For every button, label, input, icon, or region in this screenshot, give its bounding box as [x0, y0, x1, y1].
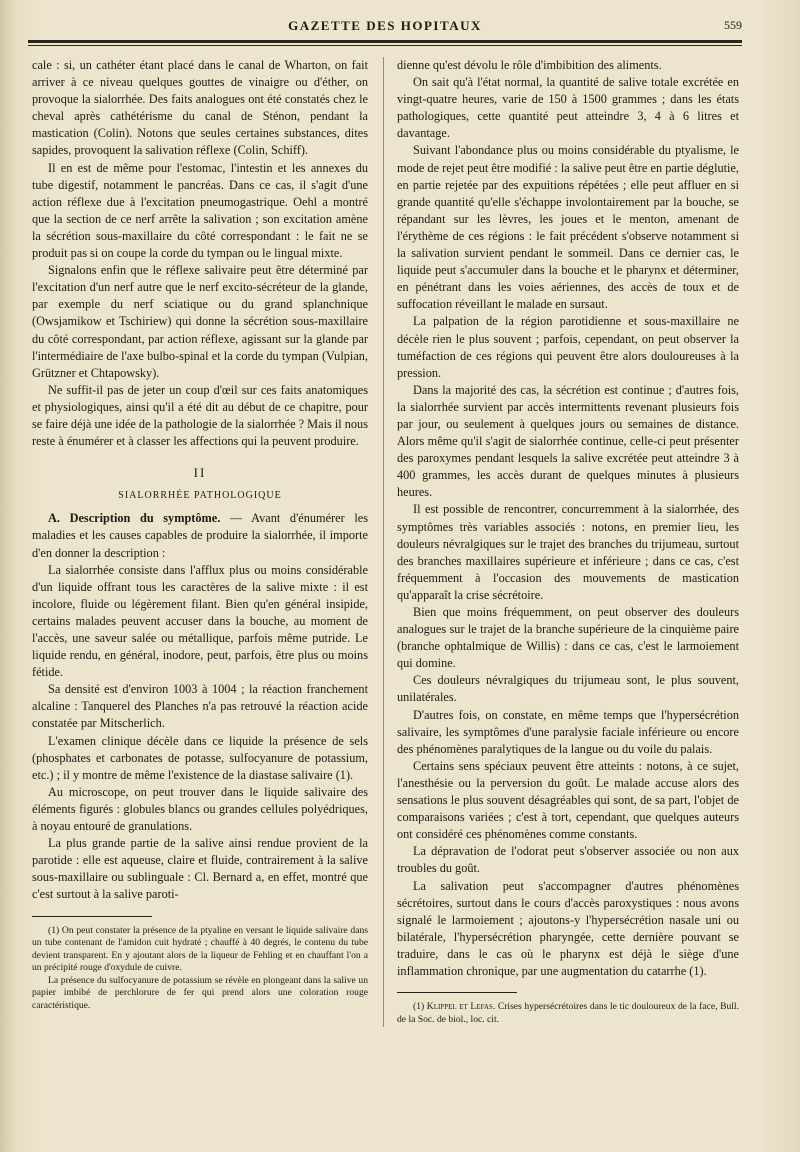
- paragraph: La salivation peut s'accompagner d'autres phénomènes sécrétoires, surtout dans le cours d'accès paroxystiques : nous avons signalé le larmoiement ; ajoutons-y l'hypersécrétion nasale uni ou bilatérale, l'hypersécrétion pharyngée, cette dernière pouvant se traduire, dans le cas où le pharynx est déjà le siège d'une inflammation chronique, par une augmentation du catarrhe (1).: [397, 878, 739, 978]
- column-divider: [383, 57, 384, 1027]
- paragraph: Certains sens spéciaux peuvent être atteints : notons, à ce sujet, l'anesthésie ou la perversion du goût. Le malade accuse alors des sensations le plus souvent désagréables qui sont, de sa part, l'objet de comparaisons variées ; c'est à tort, cependant, que quelques auteurs ont considéré ces phénomènes comme constants.: [397, 758, 739, 842]
- paragraph: dienne qu'est dévolu le rôle d'imbibition des aliments.: [397, 58, 662, 72]
- paragraph: La sialorrhée consiste dans l'afflux plus ou moins considérable d'un liquide offrant tous les caractères de la salive mixte : il est incolore, fluide ou légèrement filant. Bien qu'en général insipide, certains malades peuvent accuser dans la bouche, au moment de l'accès, une saveur salée ou métallique, parfois même putride. Le liquide rendu, en général, inodore, peut, parfois, être plus ou moins fétide.: [32, 562, 368, 680]
- paragraph: Ces douleurs névralgiques du trijumeau sont, le plus souvent, unilatérales.: [397, 673, 739, 705]
- paragraph: Dans la majorité des cas, la sécrétion est continue ; d'autres fois, la sialorrhée survient par accès intermittents revenant plusieurs fois par jour, ou seulement à quelques jours ou semaines de distance. Alors même qu'il s'agit de sialorrhée continue, celle-ci peut présenter des paroxymes pendant lesquels la salive excrétée peut atteindre 3 à 400 grammes, les accès durant de quelques minutes à plusieurs heures.: [397, 382, 739, 500]
- paragraph: Suivant l'abondance plus ou moins considérable du ptyalisme, le mode de rejet peut être modifié : la salive peut être en partie déglutie, en partie rejetée par des expuitions répétées ; elle peut affluer en si grande quantité qu'elle s'échappe involontairement par la bouche, se répandant sur les lèvres, les joues et le menton, amenant de l'érythème de ces régions : le fait précédent s'observe notamment si la salivation survient pendant le sommeil. Dans ce dernier cas, le liquide peut s'accumuler dans la bouche et le pharynx et déterminer, en pénétrant dans les voies aériennes, des accès de toux et de suffocation réveillant le malade en sursaut.: [397, 143, 739, 312]
- footnote: [397, 1001, 739, 1026]
- paragraph: Signalons enfin que le réflexe salivaire peut être déterminé par l'excitation d'un nerf autre que le nerf excito-sécréteur de la glande, par exemple du nerf sciatique ou du grand splanchnique (Owsjamikow et Tschiriew) qui donne la sécrétion sous-maxillaire du côté correspondant, par action réflexe, agissant sur la glande par l'intermédiaire de l'axe bulbo-spinal et la corde du tympan (Vulpian, Grützner et Chtapowsky).: [32, 263, 368, 380]
- paragraph: Il est possible de rencontrer, concurremment à la sialorrhée, des symptômes très variables associés : notons, en premier lieu, les douleurs névralgiques sur le trajet des branches du trijumeau, surtout des branches maxillaires supérieure et inférieure ; dans ce cas, c'est fréquemment à l'occasion des mouvements de mastication qu'apparaît la crise sécrétoire.: [397, 502, 739, 602]
- paragraph-text: — Avant d'énumérer les maladies et les causes capables de produire la sialorrhée, il importe d'en donner la description :: [32, 511, 368, 560]
- paragraph: La plus grande partie de la salive ainsi rendue provient de la parotide : elle est aqueuse, claire et fluide, contrairement à la salive sous-maxillaire ou sublinguale : Cl. Bernard a, en effet, montré que c'est surtout à la salive paroti-: [32, 836, 368, 902]
- footnote-rule: [397, 992, 517, 993]
- page-header: [28, 14, 742, 40]
- paragraph: Au microscope, on peut trouver dans le liquide salivaire des éléments figurés : globules blancs ou grandes cellules polyédriques, à noyau entouré de granulations.: [32, 784, 368, 834]
- paragraph: Bien que moins fréquemment, on peut observer des douleurs analogues sur le trajet de la branche supérieure de la cinquième paire (branche ophtalmique de Willis) : dans ce cas, c'est le larmoiement qui domine.: [397, 605, 739, 671]
- paragraph: D'autres fois, on constate, en même temps que l'hypersécrétion salivaire, les symptômes d'une paralysie faciale inférieure ou encore des phénomènes paralytiques de la langue ou du voile du palais.: [397, 707, 739, 756]
- section-number: II: [193, 465, 207, 481]
- paragraph: [32, 510, 368, 561]
- paragraph: L'examen clinique décèle dans ce liquide la présence de sels (phosphates et carbonates de potasse, sulfocyanure de potassium, etc.) ; il y montre de même l'existence de la diastase salivaire (1).: [32, 733, 368, 782]
- paragraph: La palpation de la région parotidienne et sous-maxillaire ne décèle rien le plus souvent ; parfois, cependant, on peut observer la tuméfaction de ces régions qui peuvent être alors douloureuses à la pression.: [397, 314, 739, 380]
- run-in-heading: A. Description du symptôme.: [48, 511, 221, 526]
- paragraph: La dépravation de l'odorat peut s'observer associée ou non aux troubles du goût.: [397, 844, 739, 876]
- footnote-authors: (1) Klippel et Lefas.: [413, 1001, 496, 1013]
- footnote: La présence du sulfocyanure de potassium se révèle en plongeant dans la salive un papier imbibé de perchlorure de fer qui prend alors une coloration rouge caractéristique.: [32, 974, 368, 1012]
- paragraph: Sa densité est d'environ 1003 à 1004 ; la réaction franchement alcaline : Tanquerel des Planches n'a pas retrouvé la réaction acide constatée par Mitscherlich.: [32, 682, 368, 731]
- header-rule-thick: [28, 40, 742, 43]
- paragraph: Il en est de même pour l'estomac, l'intestin et les annexes du tube digestif, notamment le pancréas. Dans ce cas, il s'agit d'une action réflexe due à l'excitation pneumogastrique. Oehl a montré que la section de ce nerf arrête la salivation ; son excitation amène la sécrétion sous-maxillaire du côté correspondant : le fait ne se produit pas si on coupe la corde du tympan ou le lingual mixte.: [32, 160, 368, 261]
- footnote: (1) On peut constater la présence de la ptyaline en versant le liquide salivaire dans un tube contenant de l'amidon cuit hydraté ; chauffé à 40 degrés, le contenu du tube devient transparent. En y ajoutant alors de la liqueur de Fehling et en chauffant l'on a un précipité rouge d'oxydule de cuivre.: [32, 924, 368, 974]
- paragraph: On sait qu'à l'état normal, la quantité de salive totale excrétée en vingt-quatre heures, varie de 150 à 1500 grammes ; dans les états pathologiques, cette quantité peut atteindre 3, 4 à 6 litres et davantage.: [397, 75, 739, 141]
- paragraph: cale : si, un cathéter étant placé dans le canal de Wharton, on fait arriver à ce niveau quelques gouttes de vinaigre ou d'éther, on provoque la sialorrhée. Des faits analogues ont été constatés chez le cheval après cathétérisme du canal de Sténon, pendant la mastication (Colin). Notons que seules certaines substances, dites sapides, provoquent la salivation réflexe (Colin, Schiff).: [32, 58, 368, 158]
- page-number: 559: [724, 18, 742, 32]
- journal-title: GAZETTE DES HOPITAUX: [288, 18, 482, 33]
- section-title: SIALORRHÉE PATHOLOGIQUE: [118, 490, 282, 502]
- header-rule-thin: [28, 45, 742, 46]
- footnote-text: Crises hypersécrétoires dans le tic douloureux de la face, Bull. de la Soc. de biol., loc. cit.: [397, 1001, 739, 1025]
- left-column: [32, 57, 368, 1013]
- paragraph: Ne suffit-il pas de jeter un coup d'œil sur ces faits anatomiques et physiologiques, ainsi qu'il a été dit au début de ce chapitre, pour se faire déjà une idée de la pathologie de la sialorrhée ? Mais il nous reste à énumérer et à classer les affections qui la peuvent produire.: [32, 382, 368, 449]
- right-column: [397, 57, 739, 1026]
- footnote-rule: [32, 916, 152, 917]
